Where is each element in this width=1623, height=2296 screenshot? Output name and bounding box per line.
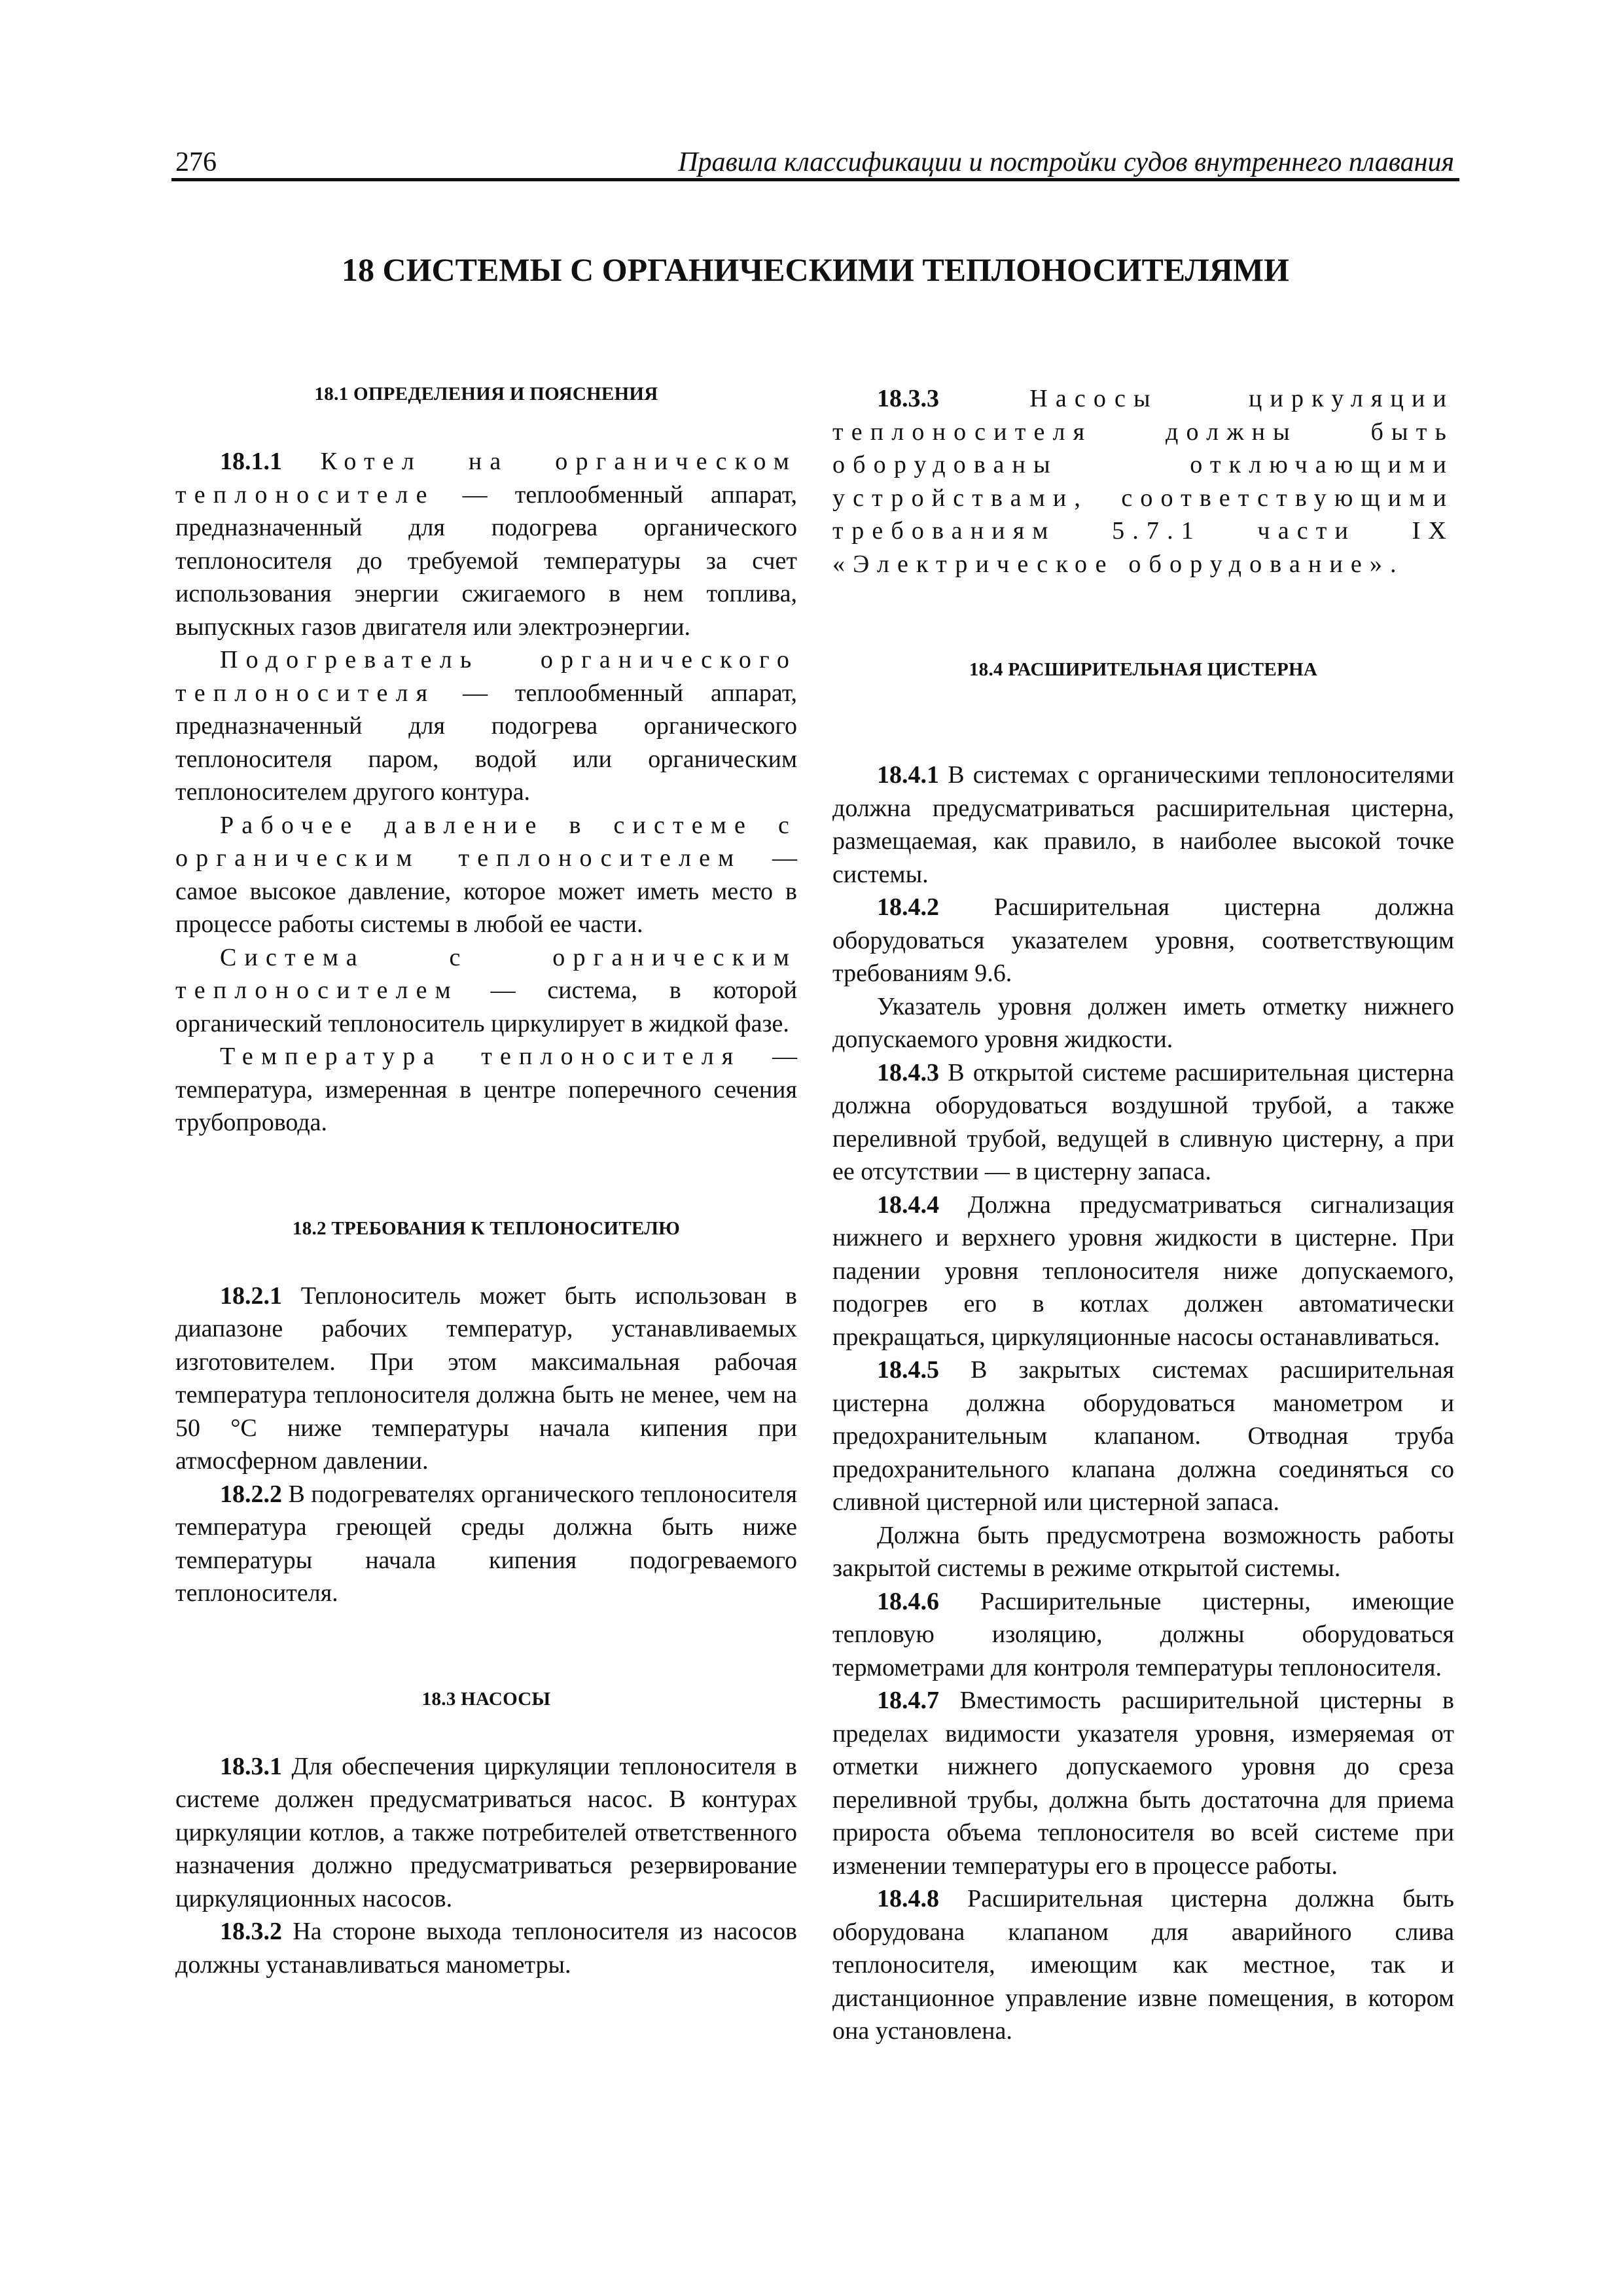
section-heading-18-3: 18.3 НАСОСЫ xyxy=(421,1688,551,1710)
paragraph-text: — теплообменный аппарат, предназначенный для подогрева органического теплоносителя до требуемой температуры за счет использования энергии сжигаемого в нем топлива, выпускных газов двигателя или электроэнергии. xyxy=(175,480,797,641)
clause-number: 18.4.4 xyxy=(877,1191,939,1219)
section-heading-18-4: 18.4 РАСШИРИТЕЛЬНАЯ ЦИСТЕРНА xyxy=(969,659,1318,680)
right-column xyxy=(832,382,1454,2048)
paragraph-18-4-6 xyxy=(832,1585,1454,1685)
paragraph-text: Вместимость расширительной цистерны в пределах видимости указателя уровня, измеряемая от отметки нижнего допускаемого уровня до среза переливной трубы, должна быть достаточна для приема прироста объема теплоносителя во всей системе при изменении температуры его в процессе работы. xyxy=(832,1687,1454,1880)
clause-number: 18.4.2 xyxy=(877,893,939,921)
clause-number: 18.4.3 xyxy=(877,1058,939,1086)
paragraph-definition xyxy=(175,809,797,941)
page-number: 276 xyxy=(175,147,217,177)
paragraph-text: Теплоноситель может быть использован в диапазоне рабочих температур, устанавливаемых изготовителем. При этом максимальная рабочая температура теплоносителя должна быть не менее, чем на 50 °С ниже температуры начала кипения при атмосферном давлении. xyxy=(175,1282,797,1475)
paragraph-text: В системах с органическими теплоносителями должна предусматриваться расширительная цистерна, размещаемая, как правило, в наиболее высокой точке системы. xyxy=(832,761,1454,888)
running-title: Правила классификации и постройки судов внутреннего плавания xyxy=(678,147,1454,177)
clause-number: 18.4.6 xyxy=(877,1587,939,1615)
defined-term: Температура теплоносителя xyxy=(220,1043,741,1070)
header-rule xyxy=(171,178,1459,181)
clause-number: 18.3.2 xyxy=(220,1918,282,1945)
left-column xyxy=(175,382,797,1981)
paragraph-text: — температура, измеренная в центре поперечного сечения трубопровода. xyxy=(175,1043,797,1136)
paragraph-text: Расширительная цистерна должна быть оборудована клапаном для аварийного слива теплоносителя, имеющим как местное, так и дистанционное управление извне помещения, в котором она установлена. xyxy=(832,1885,1454,2045)
paragraph-text: В подогревателях органического теплоносителя температура греющей среды должна быть ниже температуры начала кипения подогреваемого теплоносителя. xyxy=(175,1480,797,1607)
paragraph-18-4-5 xyxy=(832,1354,1454,1519)
paragraph-text: — самое высокое давление, которое может иметь место в процессе работы системы в любой ее части. xyxy=(175,844,797,938)
paragraph-18-2-1 xyxy=(175,1280,797,1478)
paragraph-18-1-1 xyxy=(175,445,797,643)
paragraph-18-3-1 xyxy=(175,1750,797,1916)
paragraph-text: Расширительные цистерны, имеющие тепловую изоляцию, должны оборудоваться термометрами для контроля температуры теплоносителя. xyxy=(832,1587,1454,1681)
paragraph-18-4-8 xyxy=(832,1882,1454,2048)
paragraph-18-4-1 xyxy=(832,759,1454,891)
paragraph-text: В открытой системе расширительная цистерна должна оборудоваться воздушной трубой, а также переливной трубой, ведущей в сливную цистерну, а при ее отсутствии — в цистерну запаса. xyxy=(832,1058,1454,1185)
paragraph-text: На стороне выхода теплоносителя из насосов должны устанавливаться манометры. xyxy=(175,1918,797,1979)
paragraph-text: В закрытых системах расширительная цистерна должна оборудоваться манометром и предохранительным клапаном. Отводная труба предохранительного клапана должна соединяться со сливной цистерной или цистерной запаса. xyxy=(832,1356,1454,1516)
clause-number: 18.4.8 xyxy=(877,1885,939,1912)
paragraph-18-4-7 xyxy=(832,1684,1454,1882)
paragraph-text: Для обеспечения циркуляции теплоносителя в системе должен предусматриваться насос. В контурах циркуляции котлов, а также потребителей ответственного назначения должно предусматриваться резервирование циркуляционных насосов. xyxy=(175,1752,797,1912)
clause-number: 18.4.1 xyxy=(877,761,939,789)
clause-number: 18.4.7 xyxy=(877,1687,939,1714)
paragraph-text: — система, в которой органический теплоноситель циркулирует в жидкой фазе. xyxy=(175,977,797,1037)
paragraph-18-4-2 xyxy=(832,891,1454,990)
paragraph-18-4-4 xyxy=(832,1189,1454,1354)
section-heading-18-2: 18.2 ТРЕБОВАНИЯ К ТЕПЛОНОСИТЕЛЮ xyxy=(292,1217,681,1239)
chapter-title: 18 СИСТЕМЫ С ОРГАНИЧЕСКИМИ ТЕПЛОНОСИТЕЛЯМИ xyxy=(342,251,1289,288)
paragraph-text: Насосы циркуляции теплоносителя должны быть оборудованы отключающими устройствами, соответствующими требованиям 5.7.1 части IX «Электрическое оборудование». xyxy=(832,385,1454,578)
paragraph-18-4-2-cont: Указатель уровня должен иметь отметку нижнего допускаемого уровня жидкости. xyxy=(832,992,1454,1053)
paragraph-definition xyxy=(175,1040,797,1139)
clause-number: 18.1.1 xyxy=(220,448,282,475)
paragraph-text: — теплообменный аппарат, предназначенный для подогрева органического теплоносителя паром, водой или органическим теплоносителем другого контура. xyxy=(175,679,797,806)
defined-term: Котел на органическом теплоносителе xyxy=(175,448,797,509)
paragraph-text: Расширительная цистерна должна оборудоваться указателем уровня, соответствующим требованиям 9.6. xyxy=(832,893,1454,987)
paragraph-definition xyxy=(175,643,797,809)
defined-term: Подогреватель органического теплоносителя xyxy=(175,646,797,707)
clause-number: 18.4.5 xyxy=(877,1356,939,1384)
clause-number: 18.3.3 xyxy=(877,385,939,412)
section-heading-18-1: 18.1 ОПРЕДЕЛЕНИЯ И ПОЯСНЕНИЯ xyxy=(314,384,658,404)
defined-term: Система с органическим теплоносителем xyxy=(175,943,797,1004)
paragraph-18-3-3 xyxy=(832,382,1454,581)
paragraph-18-4-3 xyxy=(832,1056,1454,1189)
paragraph-text: Должна предусматриваться сигнализация нижнего и верхнего уровня жидкости в цистерне. При падении уровня теплоносителя ниже допускаемого, подогрев его в котлах должен автоматически прекращаться, циркуляционные насосы останавливаться. xyxy=(832,1191,1454,1351)
defined-term: Рабочее давление в системе с органическим теплоносителем xyxy=(175,811,797,872)
clause-number: 18.2.2 xyxy=(220,1480,282,1508)
paragraph-18-2-2 xyxy=(175,1478,797,1610)
paragraph-18-3-2 xyxy=(175,1915,797,1981)
page-header xyxy=(175,145,1454,179)
clause-number: 18.2.1 xyxy=(220,1282,282,1310)
paragraph-definition xyxy=(175,941,797,1041)
paragraph-18-4-5-cont: Должна быть предусмотрена возможность работы закрытой системы в режиме открытой системы. xyxy=(832,1521,1454,1582)
clause-number: 18.3.1 xyxy=(220,1752,282,1780)
